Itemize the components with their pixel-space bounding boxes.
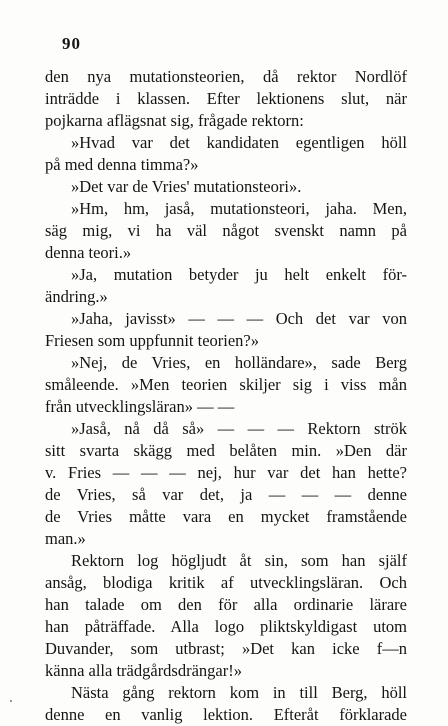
text-line: ansåg, blodiga kritik af utvecklingsläran. Och: [45, 573, 407, 592]
text-line: »Hvad var det kandidaten egentligen höll: [71, 133, 407, 152]
text-line: Duvander, som utbrast; »Det kan icke f—n: [45, 639, 407, 658]
text-line: pojkarna aflägsnat sig, frågade rektorn:: [45, 111, 304, 130]
text-line: »Jaha, javisst» — — — Och det var von: [71, 309, 407, 328]
text-line: småleende. »Men teorien skiljer sig i viss mån: [45, 375, 407, 394]
text-line: v. Fries — — — nej, hur var det han hette?: [45, 463, 407, 482]
text-line: på med denna timma?»: [45, 155, 199, 174]
text-line: sitt svarta skägg med belåten min. »Den där: [45, 441, 407, 460]
body-text: [45, 66, 407, 726]
text-line: »Ja, mutation betyder ju helt enkelt för-: [71, 265, 407, 284]
text-line: den nya mutationsteorien, då rektor Nordlöf: [45, 67, 407, 86]
text-line: »Det var de Vries' mutationsteori».: [71, 177, 302, 196]
text-line: »Hm, hm, jaså, mutationsteori, jaha. Men,: [71, 199, 407, 218]
text-line: ändring.»: [45, 287, 108, 306]
page-number: 90: [62, 34, 81, 53]
text-line: man.»: [45, 529, 86, 548]
text-line: denne en vanlig lektion. Efteråt förklarade: [45, 705, 407, 724]
margin-speck: [10, 700, 12, 702]
text-line: de Vries måtte vara en mycket framstående: [45, 507, 407, 526]
text-line: han talade om den för alla ordinarie lärare: [45, 595, 407, 614]
text-line: denna teori.»: [45, 243, 132, 262]
text-line: »Jaså, nå då så» — — — Rektorn strök: [71, 419, 407, 438]
text-line: de Vries, så var det, ja — — — denne: [45, 485, 407, 504]
text-line: inträdde i klassen. Efter lektionens slut, när: [45, 89, 407, 108]
text-line: Friesen som uppfunnit teorien?»: [45, 331, 260, 350]
text-line: känna alla trädgårdsdrängar!»: [45, 661, 242, 680]
text-line: från utvecklingsläran» — —: [45, 397, 235, 416]
text-line: Rektorn log högljudt åt sin, som han själf: [71, 551, 407, 570]
text-line: »Nej, de Vries, en holländare», sade Berg: [71, 353, 407, 372]
text-line: Nästa gång rektorn kom in till Berg, höll: [71, 683, 407, 702]
text-line: han påträffade. Alla logo pliktskyldigast utom: [45, 617, 407, 636]
text-line: säg mig, vi ha väl något svenskt namn på: [45, 221, 407, 240]
